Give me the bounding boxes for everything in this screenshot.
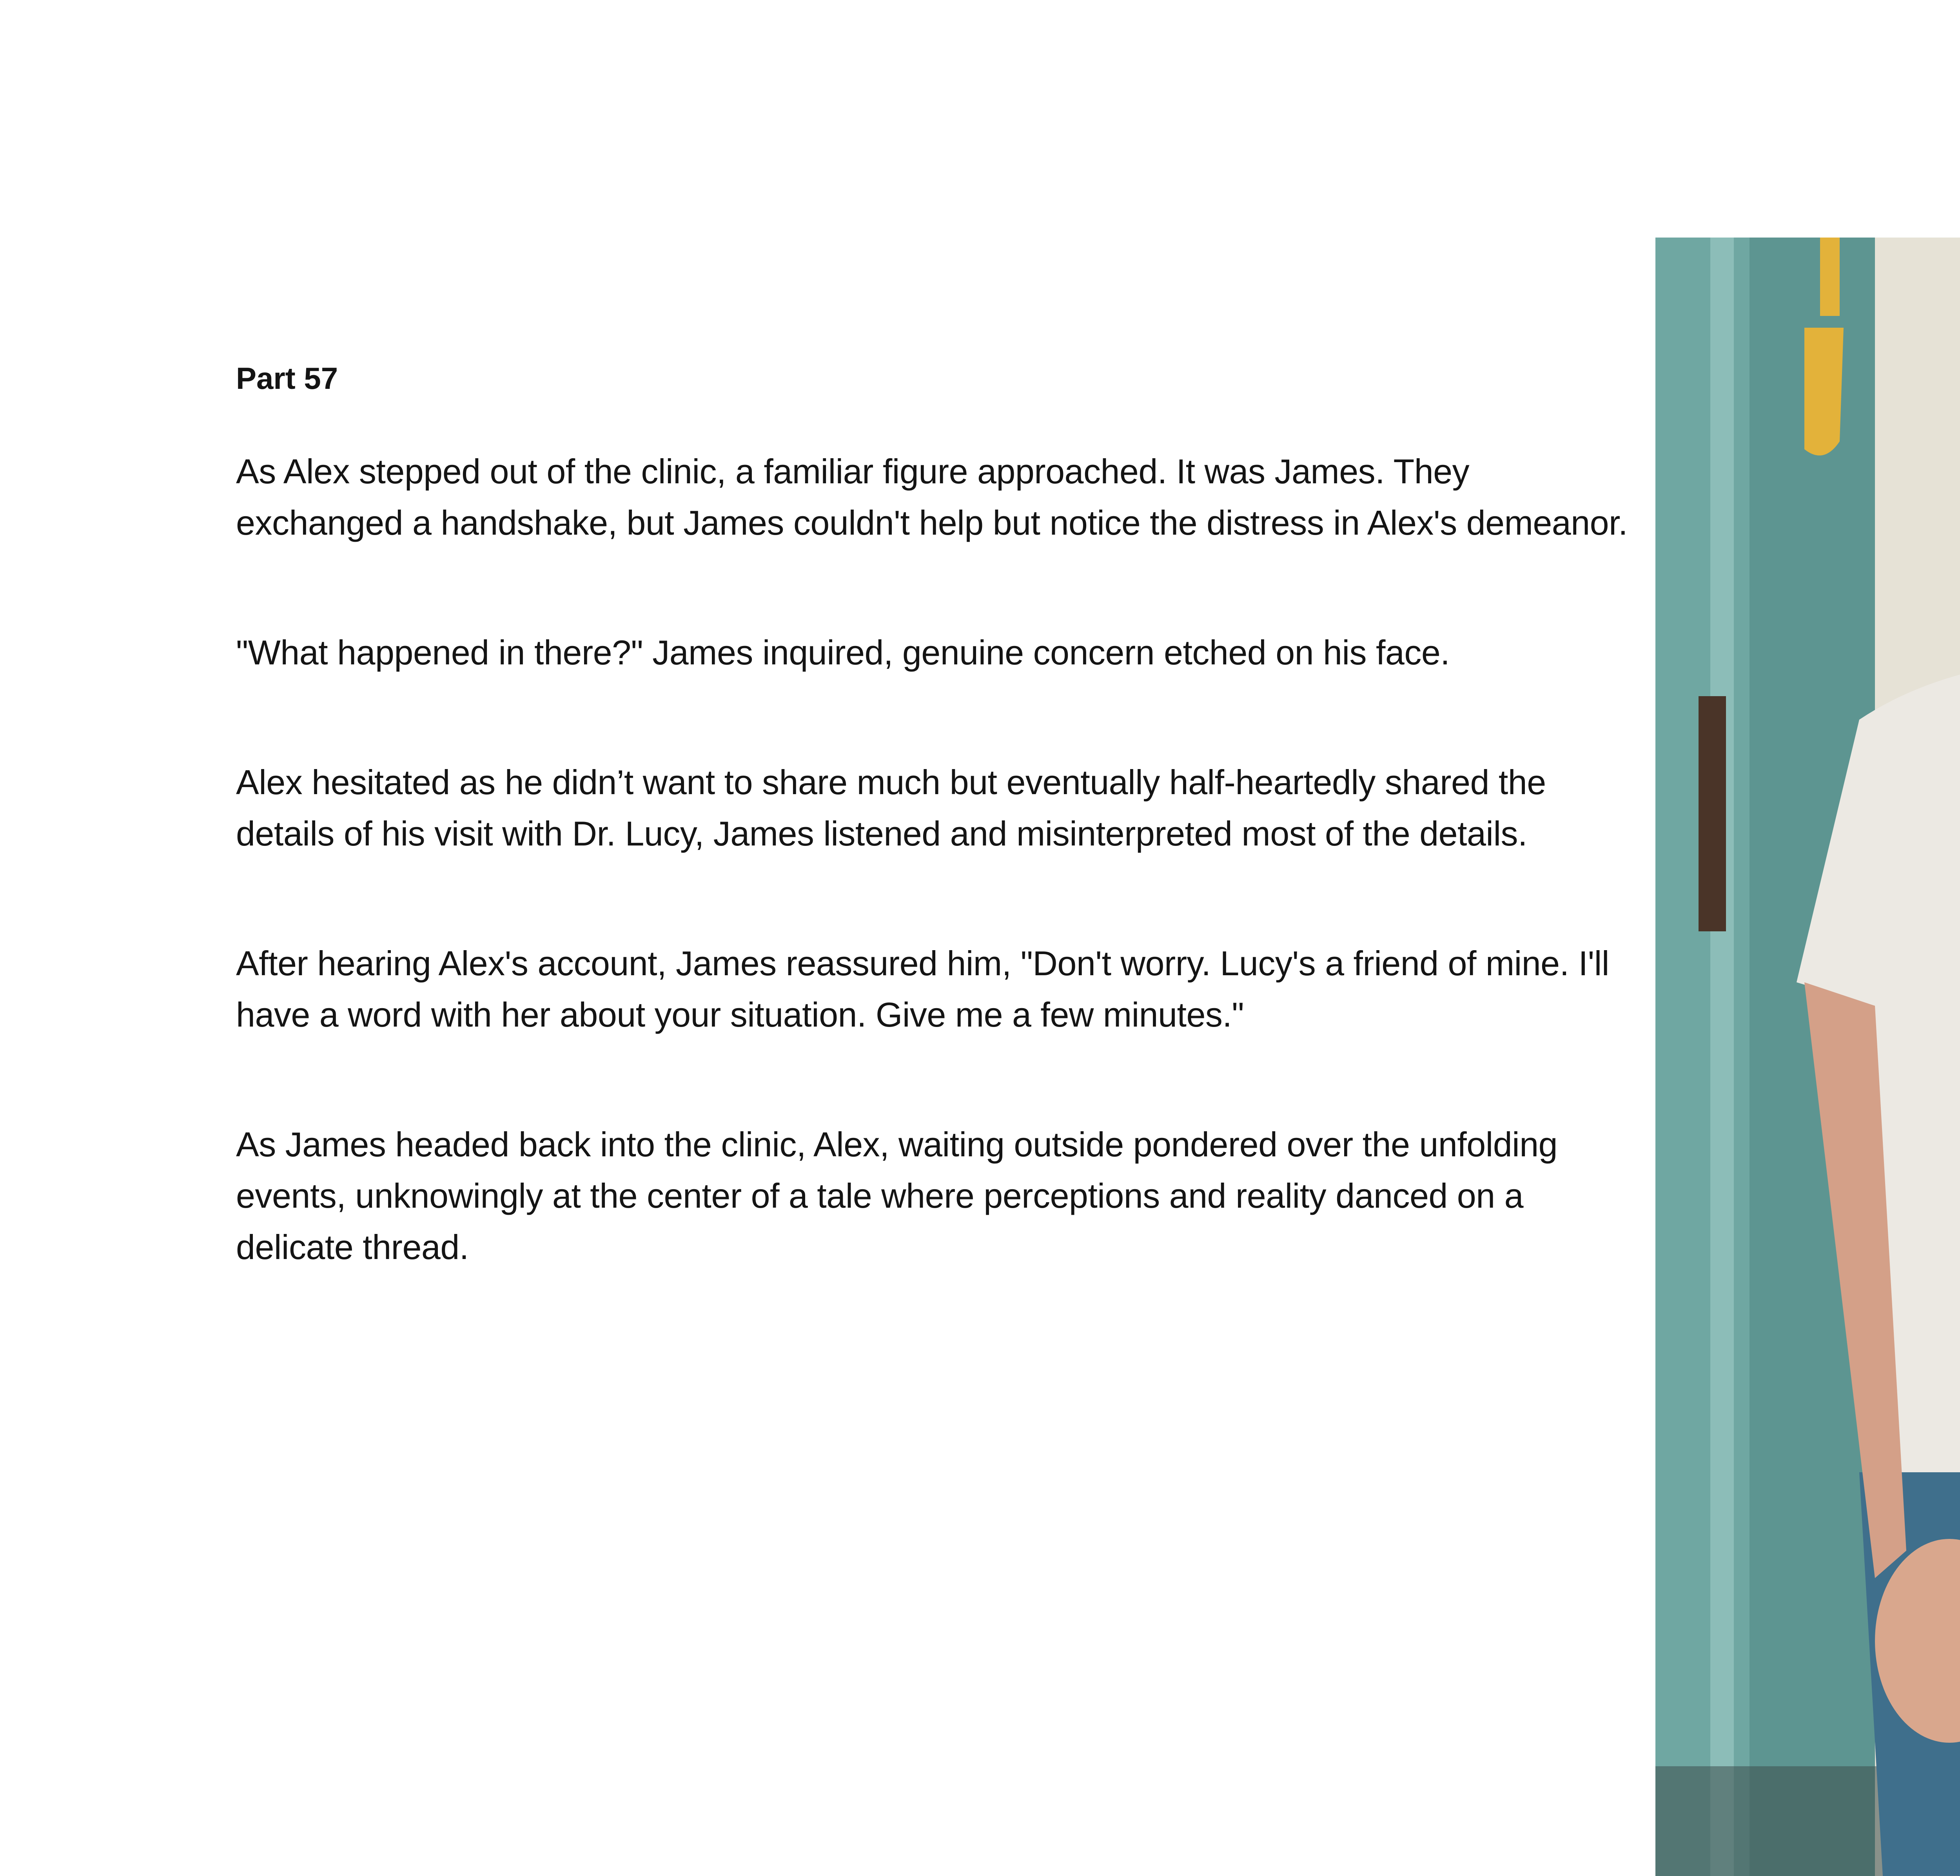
story-illustration: [1655, 238, 1960, 1876]
yellow-deco: [1804, 328, 1844, 455]
part-title: Part 57: [236, 361, 338, 396]
yellow-deco-top: [1820, 238, 1840, 316]
illustration-svg: [1655, 238, 1960, 1876]
paragraph-4: After hearing Alex's account, James reassured him, "Don't worry. Lucy's a friend of mine. I'll have a word with her about your situation. Give me a few minutes.": [236, 944, 1609, 1034]
paragraph-3: Alex hesitated as he didn’t want to share much but eventually half-heartedly shared the details of his visit with Dr. Lucy, James listened and misinterpreted most of the details.: [236, 763, 1546, 853]
door-edge-highlight: [1710, 238, 1734, 1876]
story-text: [236, 355, 1639, 1351]
paragraph-2: "What happened in there?" James inquired, genuine concern etched on his face.: [236, 633, 1450, 672]
paragraph-5: As James headed back into the clinic, Alex, waiting outside pondered over the unfolding events, unknowingly at the center of a tale where perceptions and reality danced on a delicate thread.: [236, 1125, 1558, 1266]
paragraph-1: As Alex stepped out of the clinic, a familiar figure approached. It was James. They exchanged a handshake, but James couldn't help but notice the distress in Alex's demeanor.: [236, 452, 1628, 542]
door-handle: [1699, 696, 1726, 931]
